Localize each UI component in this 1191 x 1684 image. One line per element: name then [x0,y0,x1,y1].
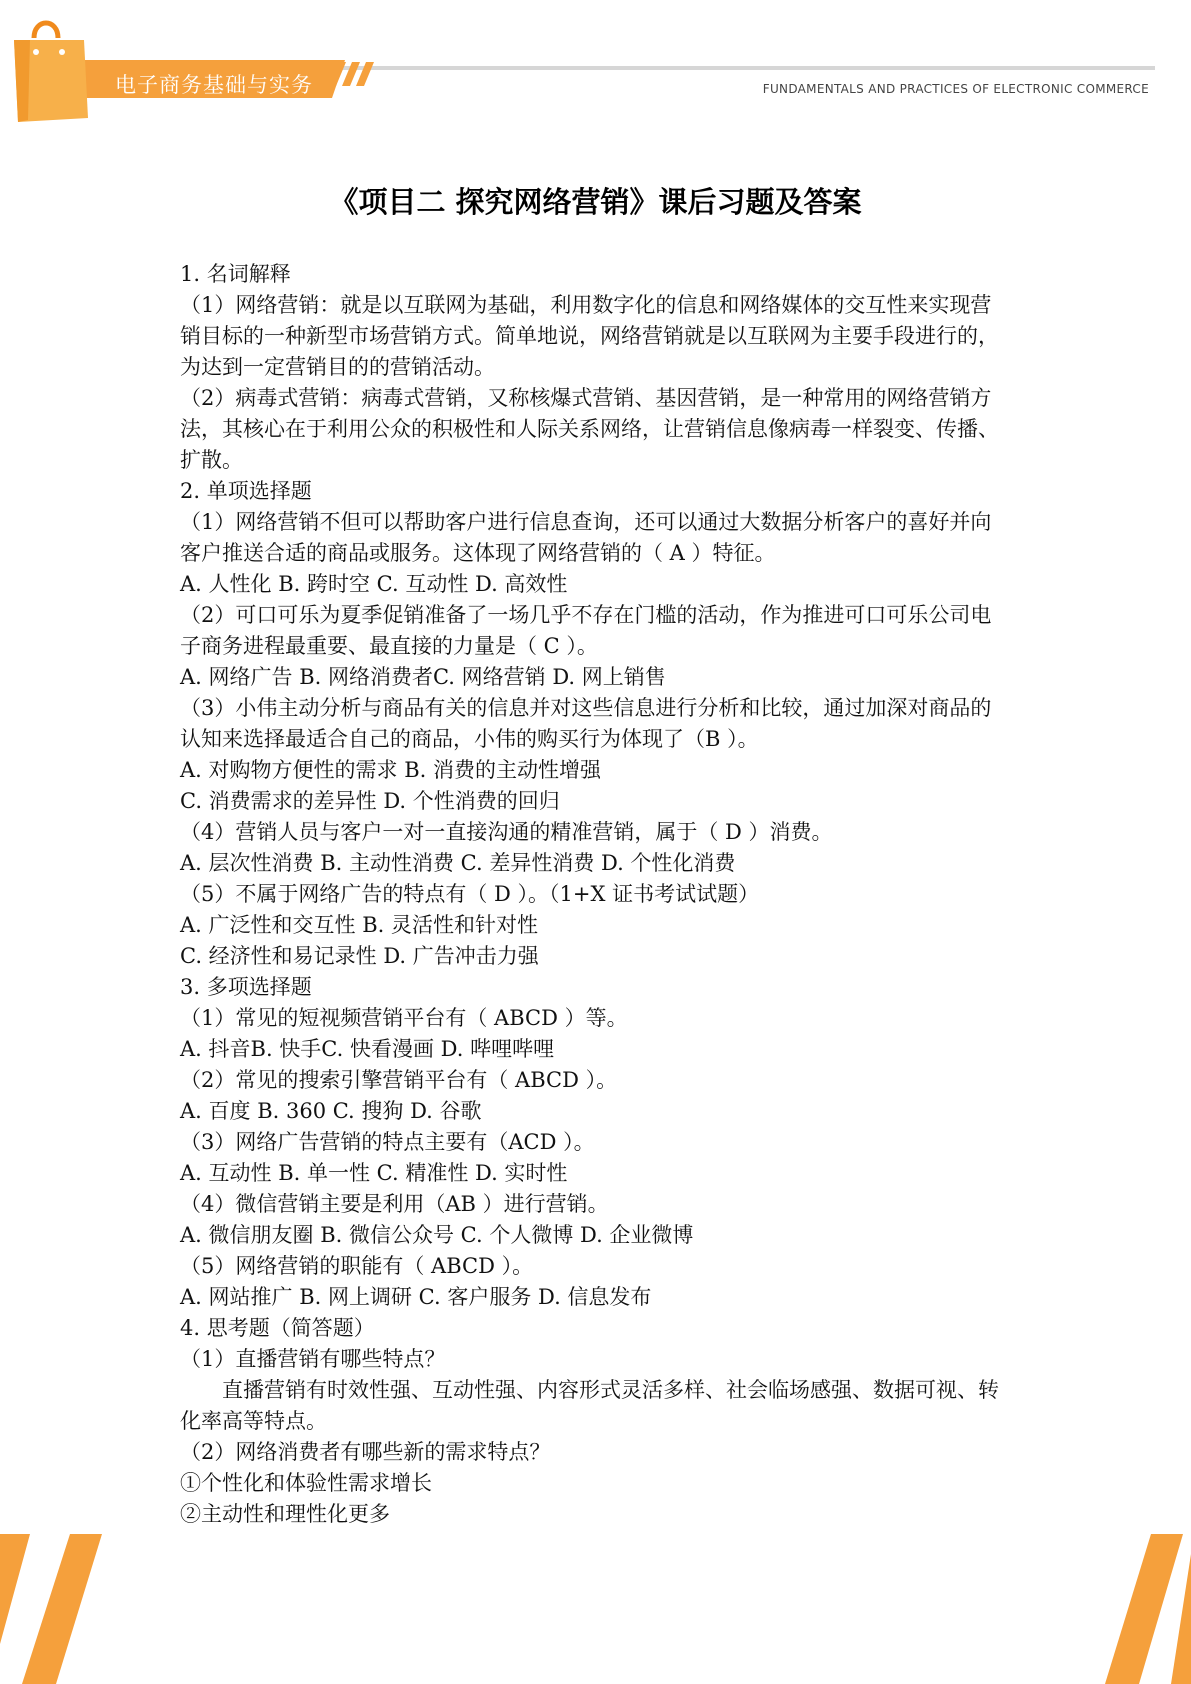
document-title: 《项目二 探究网络营销》课后习题及答案 [329,185,862,219]
answer-list-item: ②主动性和理性化更多 [180,1502,390,1526]
section-heading-short-answer: 4. 思考题（简答题） [180,1316,375,1340]
answer-options: A. 微信朋友圈 B. 微信公众号 C. 个人微博 D. 企业微博 [180,1223,694,1247]
answer-options: A. 层次性消费 B. 主动性消费 C. 差异性消费 D. 个性化消费 [180,851,736,875]
question-text: （2）可口可乐为夏季促销准备了一场几乎不存在门槛的活动，作为推进可口可乐公司电子商务进程最重要、最直接的力量是（ C ）。 [180,603,992,658]
answer-options: A. 百度 B. 360 C. 搜狗 D. 谷歌 [180,1099,482,1123]
page-header [0,0,1191,140]
answer-list-item: ①个性化和体验性需求增长 [180,1471,432,1495]
question-text: （5）网络营销的职能有（ ABCD ）。 [180,1254,534,1278]
corner-stripes-right [1081,1534,1191,1684]
header-subtitle: FUNDAMENTALS AND PRACTICES OF ELECTRONIC COMMERCE [762,82,1149,96]
answer-options: C. 经济性和易记录性 D. 广告冲击力强 [180,944,539,968]
question-text: （4）营销人员与客户一对一直接沟通的精准营销，属于（ D ）消费。 [180,820,833,844]
section-heading-terms: 1. 名词解释 [180,262,291,286]
term-viral-marketing: （2）病毒式营销：病毒式营销，又称核爆式营销、基因营销，是一种常用的网络营销方法，其核心在于利用公众的积极性和人际关系网络，让营销信息像病毒一样裂变、传播、扩散。 [180,386,999,472]
corner-stripes-left [0,1534,110,1684]
answer-options: A. 对购物方便性的需求 B. 消费的主动性增强 [180,758,601,782]
answer-options: C. 消费需求的差异性 D. 个性消费的回归 [180,789,560,813]
answer-options: A. 抖音B. 快手C. 快看漫画 D. 哔哩哔哩 [180,1037,555,1061]
term-network-marketing: （1）网络营销：就是以互联网为基础，利用数字化的信息和网络媒体的交互性来实现营销目标的一种新型市场营销方式。简单地说，网络营销就是以互联网为主要手段进行的，为达到一定营销目的的营销活动。 [180,293,999,379]
header-title: 电子商务基础与实务 [115,73,313,97]
question-text: （1）常见的短视频营销平台有（ ABCD ）等。 [180,1006,628,1030]
question-text: （5）不属于网络广告的特点有（ D ）。（1+X 证书考试试题） [180,882,760,906]
question-text: （1）网络营销不但可以帮助客户进行信息查询，还可以通过大数据分析客户的喜好并向客户推送合适的商品或服务。这体现了网络营销的（ A ）特征。 [180,510,992,565]
question-text: （3）网络广告营销的特点主要有（ACD ）。 [180,1130,595,1154]
question-text: （4）微信营销主要是利用（AB ）进行营销。 [180,1192,609,1216]
question-text: （3）小伟主动分析与商品有关的信息并对这些信息进行分析和比较，通过加深对商品的认知来选择最适合自己的商品，小伟的购买行为体现了（B ）。 [180,696,992,751]
answer-options: A. 广泛性和交互性 B. 灵活性和针对性 [180,913,538,937]
document-body [180,259,1010,1530]
shopping-bag-icon [14,23,88,122]
question-text: （1）直播营销有哪些特点？ [180,1347,446,1371]
answer-paragraph: 直播营销有时效性强、互动性强、内容形式灵活多样、社会临场感强、数据可视、转化率高等特点。 [180,1378,999,1433]
section-heading-multiple-choice: 3. 多项选择题 [180,975,312,999]
section-heading-single-choice: 2. 单项选择题 [180,479,312,503]
answer-options: A. 人性化 B. 跨时空 C. 互动性 D. 高效性 [180,572,568,596]
question-text: （2）网络消费者有哪些新的需求特点？ [180,1440,551,1464]
answer-options: A. 网络广告 B. 网络消费者C. 网络营销 D. 网上销售 [180,665,666,689]
answer-options: A. 互动性 B. 单一性 C. 精准性 D. 实时性 [180,1161,568,1185]
answer-options: A. 网站推广 B. 网上调研 C. 客户服务 D. 信息发布 [180,1285,652,1309]
question-text: （2）常见的搜索引擎营销平台有（ ABCD ）。 [180,1068,618,1092]
